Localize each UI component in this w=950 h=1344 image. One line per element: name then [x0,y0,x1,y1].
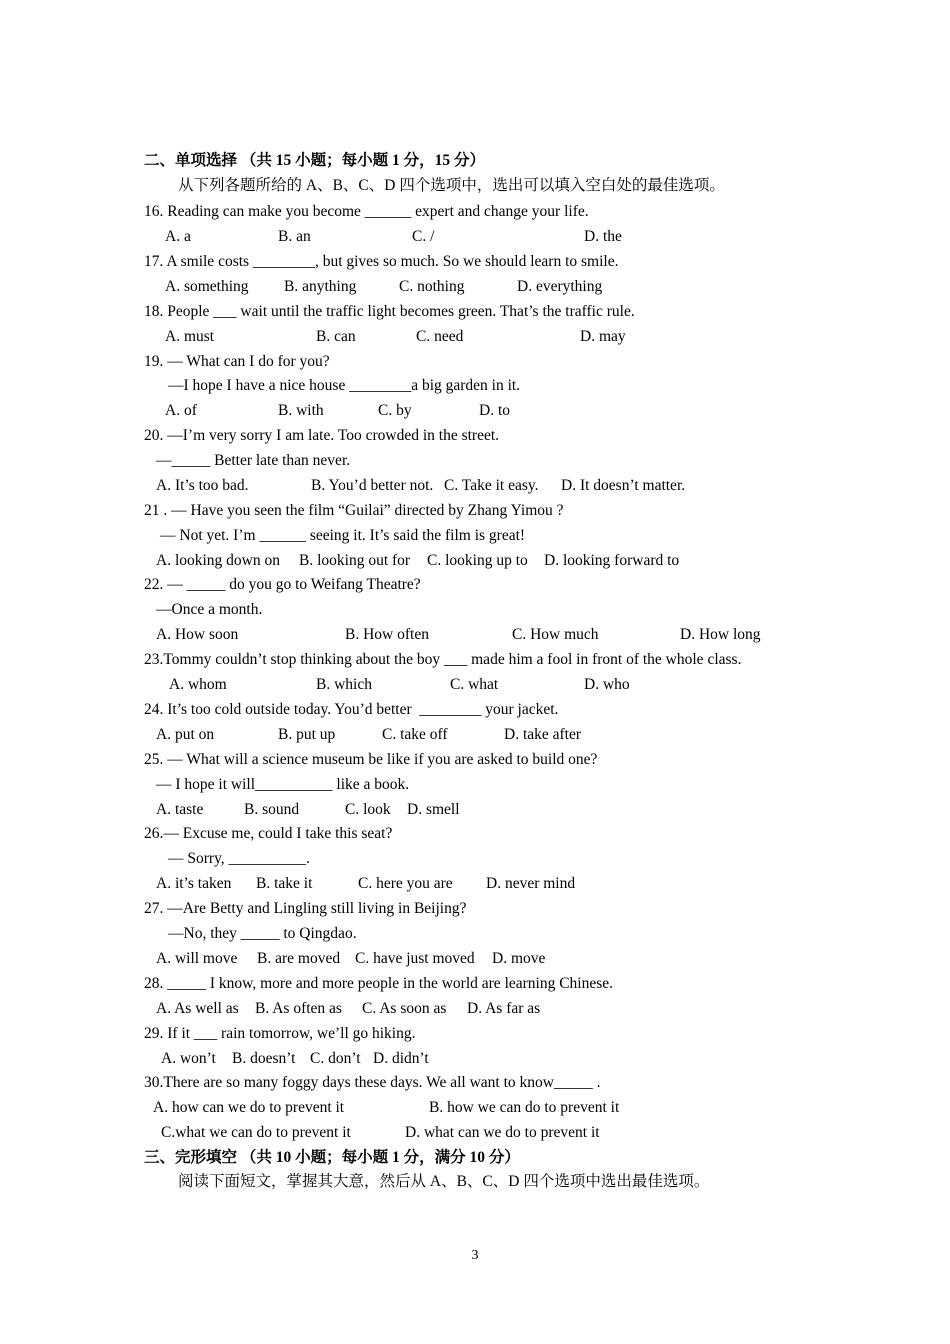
q23-option-a: A. whom [169,676,227,693]
q24-option-d: D. take after [504,726,582,743]
question-20-stem: 20. —I’m very sorry I am late. Too crowded in the street. [144,427,500,444]
q19-option-d: D. to [479,402,510,419]
question-25-stem: 25. — What will a science museum be like if you are asked to build one? [144,751,598,768]
q26-option-d: D. never mind [486,875,576,892]
q20-option-b: B. You’d better not. [311,477,434,494]
q24-option-c: C. take off [382,726,448,743]
q21-option-b: B. looking out for [299,552,411,569]
q25-option-b: B. sound [244,801,300,818]
q25-option-c: C. look [345,801,391,818]
q21-option-a: A. looking down on [156,552,280,569]
q30-option-a: A. how can we do to prevent it [153,1099,345,1116]
q25-option-d: D. smell [407,801,460,818]
question-17-stem: 17. A smile costs ________, but gives so much. So we should learn to smile. [144,253,619,270]
q29-option-d: D. didn’t [373,1050,429,1067]
q29-option-c: C. don’t [310,1050,361,1067]
q16-option-c: C. / [412,228,435,245]
section3-title: 三、完形填空 （共 10 小题；每小题 1 分，满分 10 分） [144,1149,520,1166]
question-22-reply: —Once a month. [156,601,263,618]
q19-option-a: A. of [165,402,197,419]
q22-option-c: C. How much [512,626,599,643]
q25-option-a: A. taste [156,801,204,818]
q26-option-b: B. take it [256,875,313,892]
q22-option-b: B. How often [345,626,429,643]
question-23-stem: 23.Tommy couldn’t stop thinking about the boy ___ made him a fool in front of the whole class. [144,651,742,668]
q30-option-d: D. what can we do to prevent it [405,1124,600,1141]
q29-option-a: A. won’t [161,1050,216,1067]
q28-option-a: A. As well as [156,1000,239,1017]
q23-option-d: D. who [584,676,630,693]
question-25-reply: — I hope it will__________ like a book. [156,776,410,793]
q17-option-d: D. everything [517,278,603,295]
q19-option-c: C. by [378,402,412,419]
q16-option-a: A. a [165,228,191,245]
q22-option-d: D. How long [680,626,761,643]
q27-option-a: A. will move [156,950,238,967]
q17-option-c: C. nothing [399,278,465,295]
question-22-stem: 22. — _____ do you go to Weifang Theatre? [144,576,421,593]
section3-instruction: 阅读下面短文，掌握其大意，然后从 A、B、C、D 四个选项中选出最佳选项。 [178,1173,710,1190]
q30-option-b: B. how we can do to prevent it [429,1099,620,1116]
q21-option-c: C. looking up to [427,552,528,569]
q26-option-c: C. here you are [358,875,453,892]
question-27-stem: 27. —Are Betty and Lingling still living in Beijing? [144,900,467,917]
q27-option-b: B. are moved [257,950,341,967]
q26-option-a: A. it’s taken [156,875,232,892]
section2-instruction: 从下列各题所给的 A、B、C、D 四个选项中，选出可以填入空白处的最佳选项。 [178,177,725,194]
question-27-reply: —No, they _____ to Qingdao. [168,925,357,942]
q19-option-b: B. with [278,402,324,419]
q22-option-a: A. How soon [156,626,239,643]
q28-option-d: D. As far as [467,1000,541,1017]
question-26-stem: 26.— Excuse me, could I take this seat? [144,825,393,842]
q24-option-a: A. put on [156,726,215,743]
q20-option-a: A. It’s too bad. [156,477,249,494]
q29-option-b: B. doesn’t [232,1050,296,1067]
section2-title: 二、单项选择 （共 15 小题；每小题 1 分，15 分） [144,152,486,169]
q16-option-b: B. an [278,228,311,245]
q28-option-b: B. As often as [255,1000,342,1017]
question-30-stem: 30.There are so many foggy days these days. We all want to know_____ . [144,1074,601,1091]
question-19-stem: 19. — What can I do for you? [144,353,330,370]
question-29-stem: 29. If it ___ rain tomorrow, we’ll go hiking. [144,1025,416,1042]
q16-option-d: D. the [584,228,622,245]
q17-option-b: B. anything [284,278,357,295]
q27-option-c: C. have just moved [355,950,475,967]
q17-option-a: A. something [165,278,249,295]
page-number: 3 [471,1248,479,1263]
q23-option-b: B. which [316,676,372,693]
q24-option-b: B. put up [278,726,336,743]
q28-option-c: C. As soon as [362,1000,447,1017]
q27-option-d: D. move [492,950,546,967]
question-21-reply: — Not yet. I’m ______ seeing it. It’s said the film is great! [160,527,526,544]
question-21-stem: 21 . — Have you seen the film “Guilai” directed by Zhang Yimou ? [144,502,564,519]
q30-option-c: C.what we can do to prevent it [161,1124,351,1141]
question-18-stem: 18. People ___ wait until the traffic light becomes green. That’s the traffic rule. [144,303,635,320]
q21-option-d: D. looking forward to [544,552,680,569]
question-19-reply: —I hope I have a nice house ________a big garden in it. [168,377,521,394]
q18-option-a: A. must [165,328,215,345]
question-28-stem: 28. _____ I know, more and more people in the world are learning Chinese. [144,975,614,992]
q18-option-c: C. need [416,328,464,345]
question-16-stem: 16. Reading can make you become ______ expert and change your life. [144,203,589,220]
q18-option-d: D. may [580,328,626,345]
q20-option-c: C. Take it easy. [444,477,539,494]
q20-option-d: D. It doesn’t matter. [561,477,686,494]
question-20-reply: —_____ Better late than never. [156,452,351,469]
q18-option-b: B. can [316,328,356,345]
question-26-reply: — Sorry, __________. [168,850,310,867]
question-24-stem: 24. It’s too cold outside today. You’d better ________ your jacket. [144,701,559,718]
q23-option-c: C. what [450,676,499,693]
